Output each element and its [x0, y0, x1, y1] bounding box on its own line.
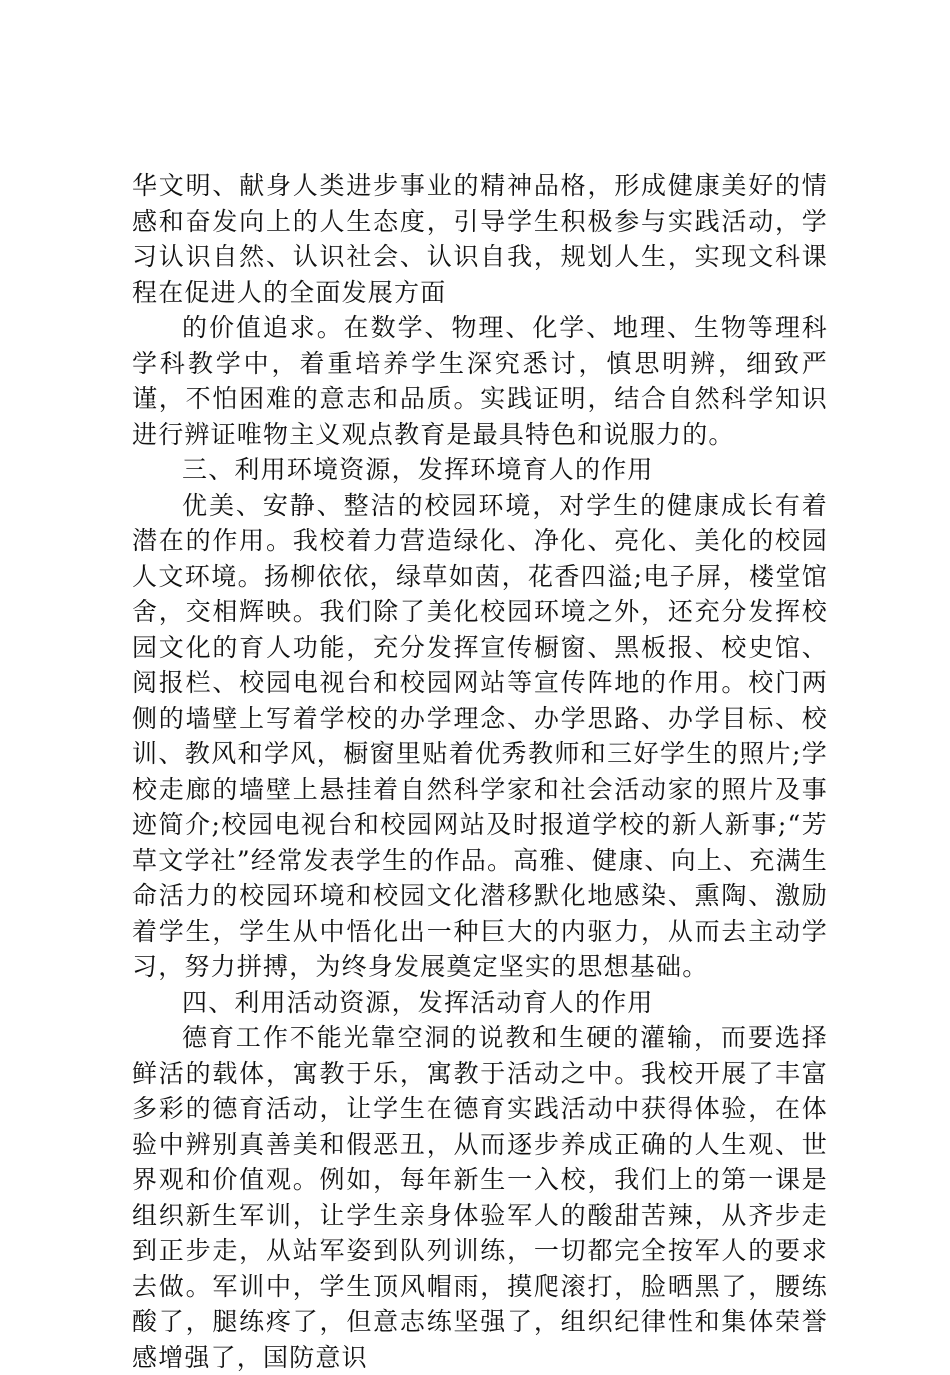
paragraph-campus-environment: 优美、安静、整洁的校园环境，对学生的健康成长有着潜在的作用。我校着力营造绿化、净化、亮化、美化的校园人文环境。扬柳依依，绿草如茵，花香四溢;电子屏，楼堂馆舍，交相辉映。我们除了美化校园环境之外，还充分发挥校园文化的育人功能，充分发挥宣传橱窗、黑板报、校史馆、阅报栏、校园电视台和校园网站等宣传阵地的作用。校门两侧的墙壁上写着学校的办学理念、办学思路、办学目标、校训、教风和学风，橱窗里贴着优秀教师和三好学生的照片;学校走廊的墙壁上悬挂着自然科学家和社会活动家的照片及事迹简介;校园电视台和校园网站及时报道学校的新人新事;“芳草文学社”经常发表学生的作品。高雅、健康、向上、充满生命活力的校园环境和校园文化潜移默化地感染、熏陶、激励着学生，学生从中悟化出一种巨大的内驱力，从而去主动学习，努力拼搏，为终身发展奠定坚实的思想基础。: [132, 490, 828, 981]
section-heading-activities: 四、利用活动资源，发挥活动育人的作用: [182, 987, 654, 1017]
section-heading-environment: 三、利用环境资源，发挥环境育人的作用: [182, 455, 654, 484]
paragraph-continuation: 华文明、献身人类进步事业的精神品格，形成健康美好的情感和奋发向上的人生态度，引导学生积极参与实践活动，学习认识自然、认识社会、认识自我，规划人生，实现文科课程在促进人的全面发展方面: [132, 171, 828, 307]
paragraph-moral-activities: 德育工作不能光靠空洞的说教和生硬的灌输，而要选择鲜活的载体，寓教于乐，寓教于活动之中。我校开展了丰富多彩的德育活动，让学生在德育实践活动中获得体验，在体验中辨别真善美和假恶丑，从而逐步养成正确的人生观、世界观和价值观。例如，每年新生一入校，我们上的第一课是组织新生军训，让学生亲身体验军人的酸甜苦辣，从齐步走到正步走，从站军姿到队列训练，一切都完全按军人的要求去做。军训中，学生顶风帽雨，摸爬滚打，脸晒黑了，腰练酸了，腿练疼了，但意志练坚强了，组织纪律性和集体荣誉感增强了，国防意识: [132, 1023, 828, 1372]
body-text: [132, 168, 828, 1375]
paragraph-value-pursuit: 的价值追求。在数学、物理、化学、地理、生物等理科学科教学中，着重培养学生深究悉讨，慎思明辨，细致严谨，不怕困难的意志和品质。实践证明，结合自然科学知识进行辨证唯物主义观点教育是最具特色和说服力的。: [132, 313, 828, 449]
